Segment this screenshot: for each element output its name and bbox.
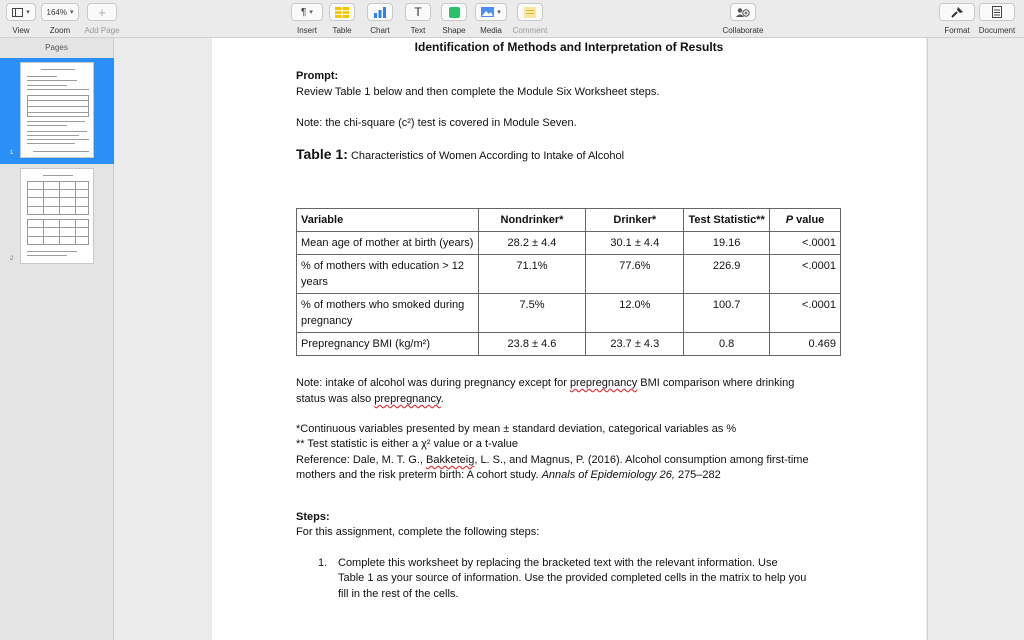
reference-text: Reference: Dale, M. T. G., [296, 454, 427, 466]
text-control[interactable] [404, 3, 432, 35]
chart-control[interactable] [366, 3, 394, 35]
media-icon [481, 7, 494, 17]
chart-label: Chart [370, 26, 390, 35]
page-thumbnail-image [20, 168, 94, 264]
chart-button[interactable] [367, 3, 393, 21]
format-label: Format [944, 26, 970, 35]
journal-name: Annals of Epidemiology 26, [541, 469, 675, 481]
text-button[interactable] [405, 3, 431, 21]
table-header: Nondrinker* [478, 209, 586, 232]
characteristics-table [296, 208, 841, 356]
format-control[interactable] [938, 3, 976, 35]
table-header: Variable [297, 209, 479, 232]
table-cell-stat[interactable]: 226.9 [684, 255, 770, 294]
table-heading-line [296, 146, 624, 162]
p-header-italic: P [785, 214, 794, 226]
reference-text: 275–282 [674, 469, 721, 481]
intake-note-text: status was also [296, 393, 375, 405]
text-box-icon: T [414, 5, 422, 19]
document-button[interactable] [979, 3, 1015, 21]
steps-intro: For this assignment, complete the following steps: [296, 526, 540, 538]
chi-square-note: Note: the chi-square (c²) test is covered in Module Seven. [296, 117, 577, 129]
plus-icon: + [98, 4, 106, 20]
collaborate-icon [736, 7, 750, 18]
misspelled-word: Bakketeig [426, 454, 475, 466]
table-button[interactable] [329, 3, 355, 21]
document-icon [992, 6, 1002, 18]
paintbrush-icon [951, 7, 963, 18]
step-text-line2: Table 1 as your source of information. Use the provided completed cells in the matrix to help you [338, 572, 807, 584]
table-header-p-value [770, 209, 841, 232]
reference-line1 [296, 454, 809, 466]
page-number: 1 [10, 150, 14, 156]
table-icon [335, 7, 349, 18]
chart-icon [373, 7, 387, 18]
table-row [297, 255, 841, 294]
view-control[interactable] [6, 3, 36, 35]
zoom-control[interactable] [41, 3, 79, 35]
table-cell-nondrinker[interactable]: 23.8 ± 4.6 [478, 333, 586, 356]
table-header: Test Statistic** [684, 209, 770, 232]
table-cell-variable[interactable]: Mean age of mother at birth (years) [297, 232, 479, 255]
table-control[interactable] [328, 3, 356, 35]
add-page-button[interactable] [87, 3, 117, 21]
table-cell-drinker[interactable]: 23.7 ± 4.3 [586, 333, 684, 356]
table-cell-variable[interactable]: % of mothers who smoked during pregnancy [297, 294, 479, 333]
view-button[interactable] [6, 3, 36, 21]
paragraph-icon: ¶ [301, 6, 307, 18]
misspelled-word: prepregnancy [374, 393, 441, 405]
reference-text: mothers and the risk preterm birth: A cohort study. [296, 469, 542, 481]
shape-label: Shape [442, 26, 466, 35]
table-cell-stat[interactable]: 19.16 [684, 232, 770, 255]
step-text-line3: fill in the rest of the cells. [338, 588, 459, 600]
table-heading: Table 1: [296, 146, 348, 162]
table-label: Table [332, 26, 352, 35]
table-cell-nondrinker[interactable]: 7.5% [478, 294, 586, 333]
chevron-down-icon: ▾ [309, 9, 313, 16]
pages-sidebar [0, 38, 114, 640]
media-control[interactable] [474, 3, 508, 35]
shape-button[interactable] [441, 3, 467, 21]
sidebar-title: Pages [45, 43, 68, 52]
table-caption: Characteristics of Women According to Intake of Alcohol [350, 150, 625, 162]
reference-line2 [296, 469, 721, 481]
table-cell-nondrinker[interactable]: 28.2 ± 4.4 [478, 232, 586, 255]
p-header-value: value [796, 214, 825, 226]
page-thumbnail-2[interactable] [0, 164, 114, 270]
comment-label: Comment [512, 26, 548, 35]
page-thumbnail-image [20, 62, 94, 158]
shape-icon [449, 7, 460, 18]
document-label: Document [978, 26, 1016, 35]
insert-label: Insert [296, 26, 317, 35]
chevron-down-icon: ▾ [497, 9, 501, 16]
sidebar-view-icon [12, 8, 23, 17]
document-control[interactable] [976, 3, 1018, 35]
zoom-select[interactable] [41, 3, 79, 21]
page-number: 2 [10, 256, 14, 262]
table-cell-p[interactable]: <.0001 [770, 232, 841, 255]
table-row [297, 294, 841, 333]
table-row [297, 333, 841, 356]
footnote-test-statistic: ** Test statistic is either a χ² value or a t-value [296, 438, 518, 450]
intake-note-text: Note: intake of alcohol was during pregnancy except for [296, 377, 570, 389]
misspelled-word: prepregnancy [569, 377, 638, 389]
intake-note-text: BMI comparison where drinking [637, 377, 795, 389]
document-title: Identification of Methods and Interpretation of Results [414, 40, 724, 54]
format-button[interactable] [939, 3, 975, 21]
step-text-line1: Complete this worksheet by replacing the bracketed text with the relevant information. Use [338, 557, 778, 569]
media-button[interactable] [475, 3, 507, 21]
chevron-down-icon: ▾ [69, 9, 74, 16]
table-cell-nondrinker[interactable]: 71.1% [478, 255, 586, 294]
zoom-label: Zoom [49, 26, 71, 35]
text-label: Text [410, 26, 426, 35]
inspector-panel [927, 38, 1024, 640]
add-page-label: Add Page [84, 26, 120, 35]
steps-heading: Steps: [296, 511, 330, 523]
document-page[interactable] [212, 38, 926, 640]
page-thumbnail-1[interactable] [0, 58, 114, 164]
table-cell-drinker[interactable]: 77.6% [586, 255, 684, 294]
collaborate-control[interactable] [717, 3, 769, 35]
table-row [297, 232, 841, 255]
table-cell-p[interactable]: <.0001 [770, 294, 841, 333]
prompt-text: Review Table 1 below and then complete the Module Six Worksheet steps. [296, 86, 660, 98]
table-cell-p[interactable]: 0.469 [770, 333, 841, 356]
table-cell-stat[interactable]: 100.7 [684, 294, 770, 333]
table-cell-variable[interactable]: Prepregnancy BMI (kg/m²) [297, 333, 479, 356]
step-number: 1. [318, 557, 328, 569]
table-cell-variable[interactable]: % of mothers with education > 12 years [297, 255, 479, 294]
shape-control[interactable] [440, 3, 468, 35]
zoom-value: 164% [46, 7, 67, 17]
comment-control[interactable] [512, 3, 548, 35]
intake-note-text: . [440, 393, 444, 405]
insert-control[interactable] [290, 3, 324, 35]
media-label: Media [480, 26, 502, 35]
table-cell-stat[interactable]: 0.8 [684, 333, 770, 356]
collaborate-button[interactable] [730, 3, 756, 21]
collaborate-label: Collaborate [722, 26, 764, 35]
reference-text: , L. S., and Magnus, P. (2016). Alcohol consumption among first-time [474, 454, 809, 466]
view-label: View [12, 26, 30, 35]
add-page-control[interactable] [86, 3, 118, 35]
intake-note-line1 [296, 377, 794, 389]
comment-button[interactable] [517, 3, 543, 21]
prompt-heading: Prompt: [296, 70, 339, 82]
table-header-row [297, 209, 841, 232]
table-cell-drinker[interactable]: 30.1 ± 4.4 [586, 232, 684, 255]
footnote-continuous: *Continuous variables presented by mean ± standard deviation, categorical variables as % [296, 423, 737, 435]
table-cell-p[interactable]: <.0001 [770, 255, 841, 294]
table-cell-drinker[interactable]: 12.0% [586, 294, 684, 333]
comment-icon [524, 7, 536, 18]
insert-button[interactable] [291, 3, 323, 21]
toolbar [0, 0, 1024, 38]
table-header: Drinker* [586, 209, 684, 232]
intake-note-line2 [296, 393, 444, 405]
chevron-down-icon: ▾ [26, 9, 30, 16]
